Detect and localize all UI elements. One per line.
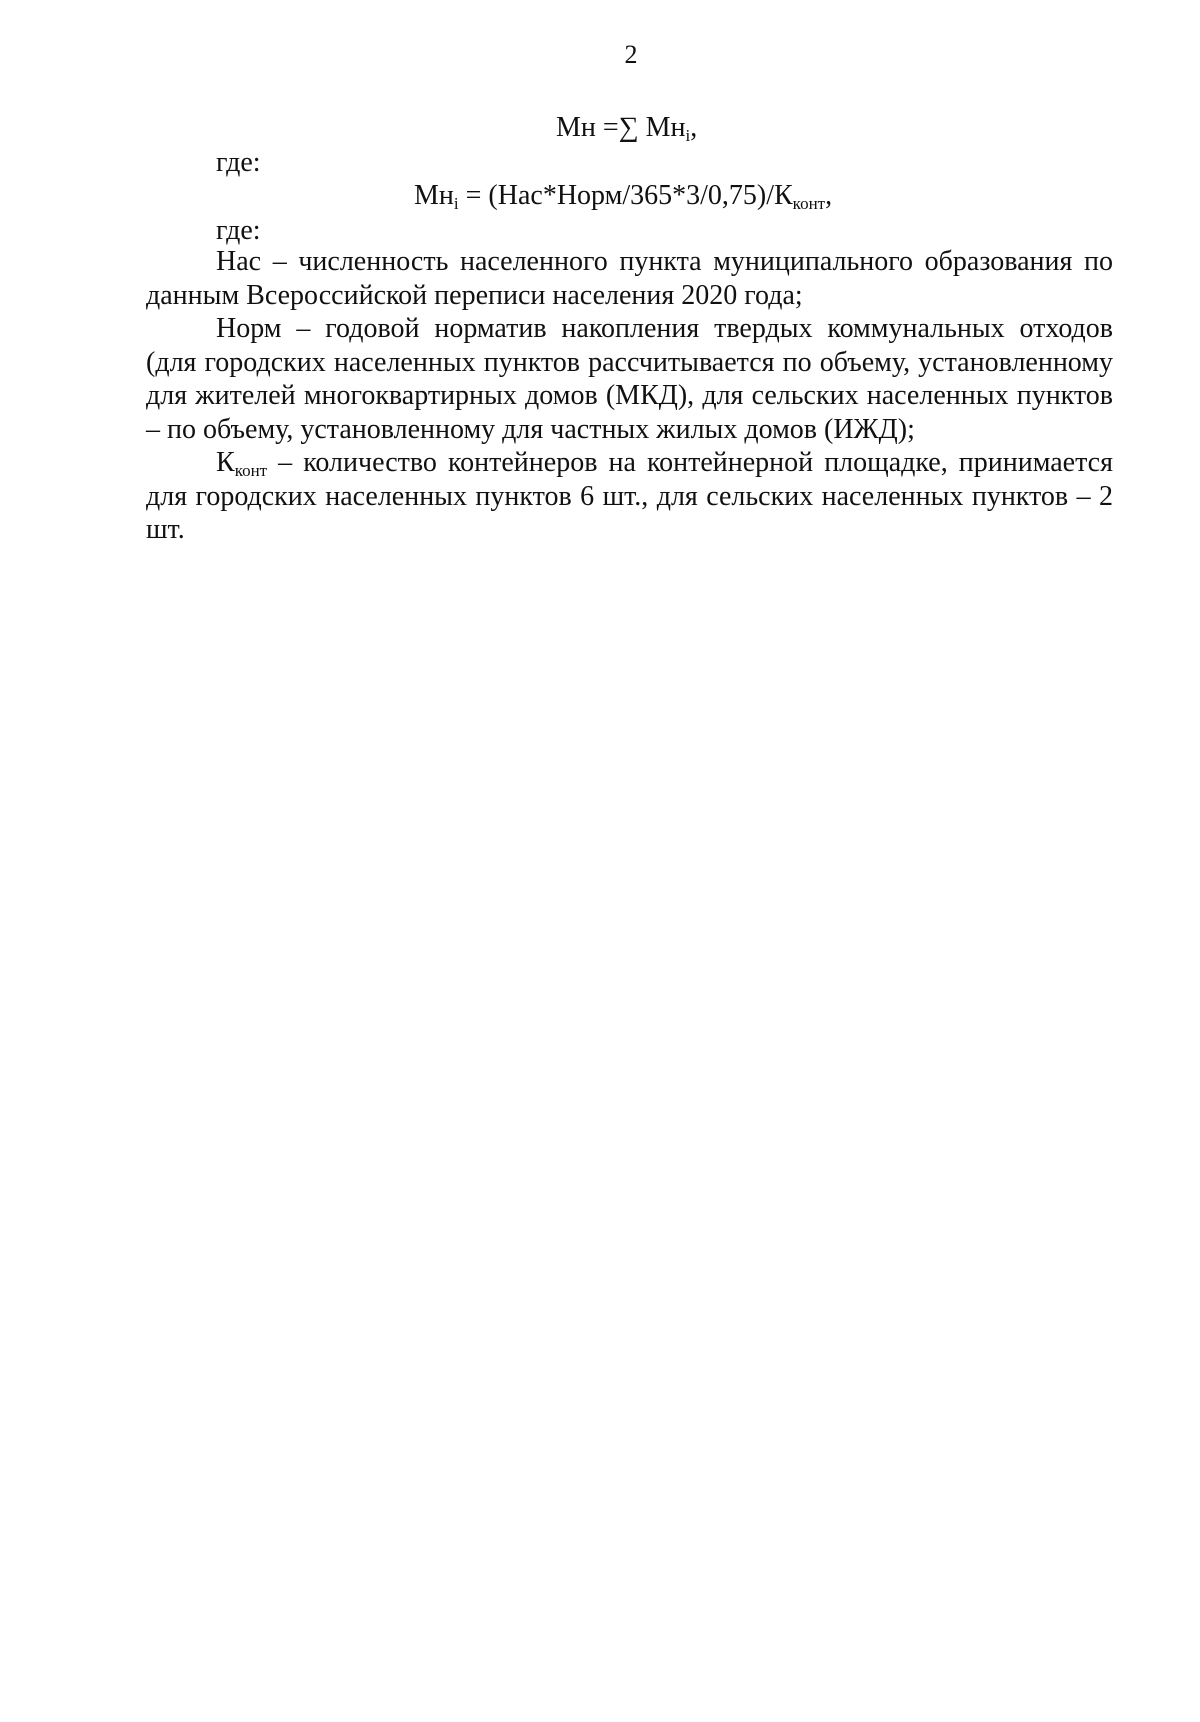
formula-item-lhs: Мн: [414, 180, 454, 211]
where-label-1: где:: [216, 147, 261, 178]
formula-item-rhs-subscript: конт: [792, 194, 826, 213]
definition-population-text: Нас – численность населенного пункта муниципального образования по данным Всероссийской переписи населения 2020 года;: [146, 246, 1113, 311]
formula-item-lhs-subscript: i: [453, 194, 459, 213]
definition-norm: [146, 312, 1113, 446]
where-label-2: где:: [216, 215, 261, 246]
formula-item-tail: ,: [825, 180, 833, 211]
definitions-block: [146, 245, 1113, 547]
formula-total-lhs: Мн: [556, 112, 596, 143]
formula-total-operator: =∑: [595, 112, 646, 143]
definition-containers-symbol-subscript: конт: [234, 461, 268, 480]
definition-containers: [146, 446, 1113, 547]
formula-total: [556, 112, 697, 144]
page-number: 2: [624, 40, 638, 69]
definition-population: [146, 245, 1113, 312]
formula-total-tail: ,: [690, 112, 698, 143]
formula-total-term: Мн: [645, 112, 686, 143]
definition-norm-text: Норм – годовой норматив накопления твердых коммунальных отходов (для городских населенных пунктов рассчитывается по объему, установленному для жителей многоквартирных домов (МКД), для сельских населенных пунктов – по объему, установленному для частных жилых домов (ИЖД);: [146, 313, 1113, 445]
definition-containers-symbol: К: [216, 447, 235, 478]
definition-containers-text: – количество контейнеров на контейнерной площадке, принимается для городских населенных пунктов 6 шт., для сельских населенных пунктов – 2 шт.: [146, 447, 1113, 545]
formula-item: [414, 180, 832, 212]
formula-item-rhs: = (Нас*Норм/365*3/0,75)/К: [458, 180, 793, 211]
formula-total-term-subscript: i: [685, 126, 691, 145]
